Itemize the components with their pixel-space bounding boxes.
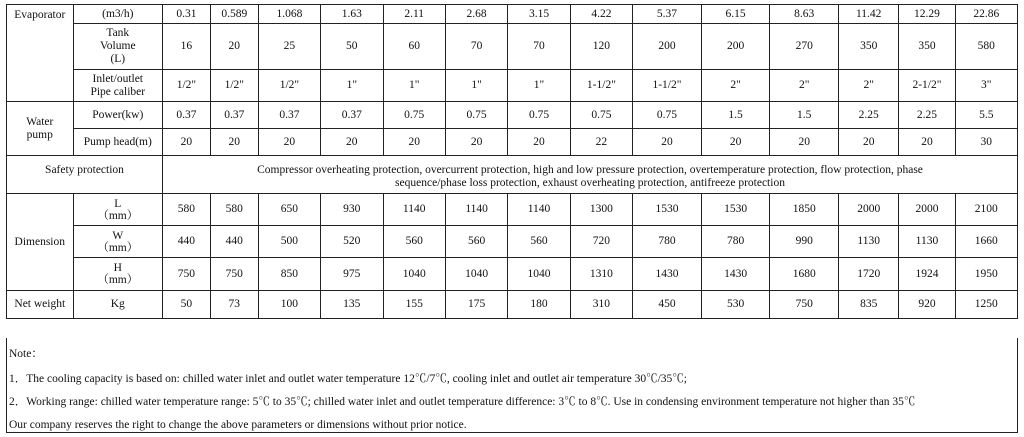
table-cell: 155: [383, 291, 445, 319]
table-cell: 20: [633, 129, 702, 156]
table-cell: 16: [163, 24, 211, 70]
notes-title: Note：: [9, 348, 43, 360]
table-cell: 0.75: [445, 102, 507, 129]
table-cell: 975: [321, 258, 383, 291]
table-cell: 2.11: [383, 5, 445, 24]
table-cell: 2000: [839, 194, 899, 226]
table-cell: 1924: [899, 258, 955, 291]
table-cell: 2.25: [899, 102, 955, 129]
table-cell: 20: [839, 129, 899, 156]
table-cell: 2000: [899, 194, 955, 226]
safety-text-line: Compressor overheating protection, overcurrent protection, high and low pressure protection, overtemperature protection, flow protection, phase: [257, 164, 923, 176]
table-cell: 1720: [839, 258, 899, 291]
table-cell: 0.37: [210, 102, 258, 129]
table-cell: 20: [258, 129, 320, 156]
table-cell: 2.25: [839, 102, 899, 129]
row-safety-protection: [7, 156, 1018, 194]
table-cell: 8.63: [770, 5, 839, 24]
table-cell: 6.15: [701, 5, 770, 24]
dimension-w-label: [73, 226, 162, 258]
table-cell: 0.75: [633, 102, 702, 129]
table-cell: 0.75: [570, 102, 632, 129]
row-dimension-w: [7, 226, 1018, 258]
table-cell: 310: [570, 291, 632, 319]
table-cell: 20: [163, 129, 211, 156]
safety-label: Safety protection: [7, 156, 163, 194]
table-cell: 1130: [899, 226, 955, 258]
net-weight-unit: Kg: [73, 291, 162, 319]
table-cell: 30: [955, 129, 1017, 156]
table-cell: 720: [570, 226, 632, 258]
table-cell: 200: [701, 24, 770, 70]
table-cell: 11.42: [839, 5, 899, 24]
table-cell: 0.37: [321, 102, 383, 129]
table-cell: 1530: [701, 194, 770, 226]
table-cell: 20: [899, 129, 955, 156]
table-cell: 0.37: [258, 102, 320, 129]
table-cell: 1/2": [258, 70, 320, 102]
row-pump-power: [7, 102, 1018, 129]
table-cell: 20: [770, 129, 839, 156]
table-cell: 0.75: [508, 102, 570, 129]
dimension-h-label: [73, 258, 162, 291]
spec-table: [6, 4, 1018, 319]
table-cell: 12.29: [899, 5, 955, 24]
table-cell: 20: [383, 129, 445, 156]
table-cell: 560: [508, 226, 570, 258]
dim-label-line: W: [112, 229, 124, 242]
table-cell: 835: [839, 291, 899, 319]
table-cell: 2": [839, 70, 899, 102]
table-cell: 1040: [445, 258, 507, 291]
table-cell: 25: [258, 24, 320, 70]
table-cell: 1300: [570, 194, 632, 226]
tank-label-line: (L): [110, 53, 126, 65]
note-line-1: 1．The cooling capacity is based on: chilled water inlet and outlet water temperature 12℃/7℃, cooling inlet and outlet air temperature 30℃/35℃;: [9, 373, 687, 385]
safety-text-line: sequence/phase loss protection, exhaust overheating protection, antifreeze protection: [395, 177, 785, 189]
table-cell: 650: [258, 194, 320, 226]
table-cell: 1140: [508, 194, 570, 226]
note-line-3: Our company reserves the right to change the above parameters or dimensions without prior notice.: [9, 419, 467, 431]
table-cell: 0.589: [210, 5, 258, 24]
table-cell: 60: [383, 24, 445, 70]
water-pump-label-line: pump: [26, 128, 53, 141]
row-pump-head: [7, 129, 1018, 156]
table-cell: 22: [570, 129, 632, 156]
water-pump-label-line: Water: [26, 115, 54, 128]
table-cell: 50: [321, 24, 383, 70]
table-cell: 70: [508, 24, 570, 70]
table-cell: 1": [508, 70, 570, 102]
table-cell: 560: [445, 226, 507, 258]
table-cell: 1530: [633, 194, 702, 226]
table-cell: 1660: [955, 226, 1017, 258]
dim-label-line: （mm）: [97, 274, 139, 286]
table-cell: 73: [210, 291, 258, 319]
table-cell: 1040: [383, 258, 445, 291]
table-cell: 1-1/2": [570, 70, 632, 102]
evaporator-label: Evaporator: [7, 5, 74, 102]
table-cell: 0.31: [163, 5, 211, 24]
tank-volume-label: [73, 24, 162, 70]
table-cell: 180: [508, 291, 570, 319]
table-cell: 1140: [445, 194, 507, 226]
table-cell: 200: [633, 24, 702, 70]
row-pipe-caliber: [7, 70, 1018, 102]
table-cell: 1": [445, 70, 507, 102]
table-cell: 175: [445, 291, 507, 319]
table-cell: 50: [163, 291, 211, 319]
table-cell: 5.5: [955, 102, 1017, 129]
table-cell: 1680: [770, 258, 839, 291]
table-cell: 70: [445, 24, 507, 70]
table-cell: 580: [163, 194, 211, 226]
table-cell: 1.5: [701, 102, 770, 129]
table-cell: 135: [321, 291, 383, 319]
table-cell: 520: [321, 226, 383, 258]
dimension-label: Dimension: [7, 194, 74, 291]
table-cell: 1": [321, 70, 383, 102]
table-cell: 560: [383, 226, 445, 258]
table-cell: 3.15: [508, 5, 570, 24]
table-cell: 350: [899, 24, 955, 70]
dim-label-line: （mm）: [97, 241, 139, 254]
table-cell: 100: [258, 291, 320, 319]
table-cell: 440: [163, 226, 211, 258]
table-cell: 1140: [383, 194, 445, 226]
table-cell: 1430: [633, 258, 702, 291]
table-cell: 780: [633, 226, 702, 258]
table-cell: 20: [210, 129, 258, 156]
water-pump-label: [7, 102, 74, 156]
dimension-l-label: [73, 194, 162, 226]
safety-text: [163, 156, 1018, 194]
row-tank-volume: [7, 24, 1018, 70]
table-cell: 20: [701, 129, 770, 156]
table-cell: 930: [321, 194, 383, 226]
row-dimension-h: [7, 258, 1018, 291]
table-cell: 5.37: [633, 5, 702, 24]
table-cell: 2-1/2": [899, 70, 955, 102]
net-weight-label: Net weight: [7, 291, 74, 319]
table-cell: 750: [770, 291, 839, 319]
table-cell: 20: [508, 129, 570, 156]
table-cell: 270: [770, 24, 839, 70]
pump-head-label: Pump head(m): [73, 129, 162, 156]
table-cell: 750: [210, 258, 258, 291]
table-cell: 2.68: [445, 5, 507, 24]
table-cell: 20: [445, 129, 507, 156]
table-cell: 920: [899, 291, 955, 319]
pipe-label-line: Inlet/outlet: [92, 72, 144, 85]
pipe-caliber-label: [73, 70, 162, 102]
table-cell: 4.22: [570, 5, 632, 24]
table-cell: 580: [955, 24, 1017, 70]
table-cell: 850: [258, 258, 320, 291]
table-cell: 1310: [570, 258, 632, 291]
table-cell: 1250: [955, 291, 1017, 319]
row-evaporator-flow: [7, 5, 1018, 24]
table-cell: 3": [955, 70, 1017, 102]
table-cell: 350: [839, 24, 899, 70]
table-cell: 580: [210, 194, 258, 226]
table-cell: 1950: [955, 258, 1017, 291]
note-line-2: 2．Working range: chilled water temperature range: 5℃ to 35℃; chilled water inlet and outlet temperature difference: 3℃ to 8℃. Use in condensing environment temperature not higher than 35℃: [9, 396, 916, 408]
table-cell: 1-1/2": [633, 70, 702, 102]
table-cell: 1850: [770, 194, 839, 226]
dim-label-line: L: [114, 197, 122, 210]
table-cell: 0.75: [383, 102, 445, 129]
table-cell: 22.86: [955, 5, 1017, 24]
table-cell: 530: [701, 291, 770, 319]
table-cell: 1.068: [258, 5, 320, 24]
table-cell: 2": [770, 70, 839, 102]
table-cell: 2": [701, 70, 770, 102]
row-dimension-l: [7, 194, 1018, 226]
table-cell: 440: [210, 226, 258, 258]
tank-label-line: Volume: [99, 40, 136, 52]
power-label: Power(kw): [73, 102, 162, 129]
table-cell: 20: [210, 24, 258, 70]
table-cell: 1430: [701, 258, 770, 291]
table-cell: 780: [701, 226, 770, 258]
table-cell: 750: [163, 258, 211, 291]
table-cell: 1130: [839, 226, 899, 258]
table-cell: 20: [321, 129, 383, 156]
table-cell: 0.37: [163, 102, 211, 129]
dim-label-line: （mm）: [97, 209, 139, 222]
table-cell: 450: [633, 291, 702, 319]
table-cell: 990: [770, 226, 839, 258]
row-net-weight: [7, 291, 1018, 319]
table-cell: 1040: [508, 258, 570, 291]
table-cell: 2100: [955, 194, 1017, 226]
table-cell: 1": [383, 70, 445, 102]
tank-label-line: Tank: [106, 27, 130, 39]
table-cell: 1/2": [163, 70, 211, 102]
pipe-label-line: Pipe caliber: [90, 85, 146, 98]
table-cell: 120: [570, 24, 632, 70]
table-cell: 1.63: [321, 5, 383, 24]
table-cell: 500: [258, 226, 320, 258]
flow-unit-label: (m3/h): [73, 5, 162, 24]
table-cell: 1.5: [770, 102, 839, 129]
dim-label-line: H: [113, 262, 122, 274]
notes-section: [6, 338, 1018, 433]
table-cell: 1/2": [210, 70, 258, 102]
